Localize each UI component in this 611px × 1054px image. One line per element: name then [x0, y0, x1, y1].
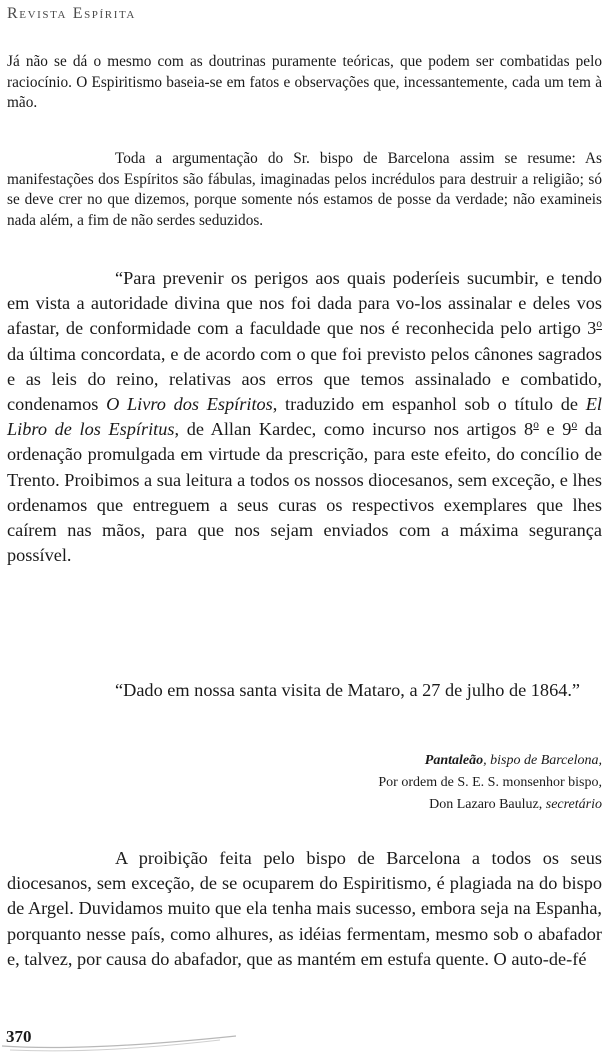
dated-line-text: “Dado em nossa santa visita de Mataro, a 27 de julho de 1864.”: [115, 680, 581, 700]
paragraph-closing-text: A proibição feita pelo bispo de Barcelona a todos os seus diocesanos, sem exceção, de se ocuparem do Espiritismo, é plagiada na do bispo de Argel. Duvidamos muito que ela tenha mais sucesso, embora seja na Espanha, porquanto nesse país, como alhures, as idéias fermentam, mesmo sob o abafador e, talvez, por causa do abafador, que as mantém em estufa quente. O auto-de-fé: [7, 848, 602, 969]
paragraph-closing: [7, 846, 602, 972]
ordinal-mark: o: [596, 318, 602, 331]
quote-part-6: da ordenação promulgada em virtude da prescrição, para este efeito, do concílio de Trento. Proibimos a sua leitura a todos os nossos diocesanos, sem exceção, e lhes ordenamos que entreguem a seus curas os respectivos exemplares que lhes caírem nas mãos, para que nos sejam enviados com a máxima segurança possível.: [7, 419, 603, 566]
secretary-name: Don Lazaro Bauluz,: [429, 797, 546, 812]
quote-part-1: “Para prevenir os perigos aos quais poderíeis sucumbir, e tendo em vista a autoridade divina que nos foi dada para vo-los assinalar e deles vos afastar, de conformidade com a faculdade que nos é reconhecida pelo artigo 3: [7, 268, 602, 339]
secretary-role: secretário: [545, 797, 602, 812]
quote-part-5: e 9: [538, 419, 572, 440]
signature-line-1: [378, 750, 602, 772]
running-title: Revista Espírita: [7, 5, 136, 22]
dated-line: [7, 678, 602, 703]
decree-quote-text: [7, 266, 602, 568]
paragraph-intro: [7, 52, 602, 114]
paragraph-summary: [7, 149, 602, 231]
paragraph-summary-text: Toda a argumentação do Sr. bispo de Barcelona assim se resume: As manifestações dos Espíritos são fábulas, imaginadas pelos incrédulos para destruir a religião; só se deve crer no que dizemos, porque somente nós estamos de posse da verdade; não examineis nada além, a fim de não serdes seduzidos.: [7, 150, 602, 229]
book-title-portuguese: O Livro dos Espíritos: [106, 394, 273, 415]
paragraph-intro-text: Já não se dá o mesmo com as doutrinas puramente teóricas, que podem ser combatidas pelo raciocínio. O Espiritismo baseia-se em fatos e observações que, incessantemente, cada um tem à mão.: [7, 53, 602, 111]
signature-line-3: [378, 794, 602, 816]
ordinal-mark: o: [533, 419, 539, 432]
quote-part-3: , traduzido em espanhol sob o título de: [272, 394, 586, 415]
signer-name: Pantaleão: [424, 753, 484, 768]
quote-part-4: , de Allan Kardec, como incurso nos artigos 8: [174, 419, 534, 440]
book-title-spanish: El Libro de los Espíritus: [7, 394, 602, 440]
page-number: 370: [6, 1027, 32, 1046]
signature-line-2: Por ordem de S. E. S. monsenhor bispo,: [378, 775, 602, 790]
quote-part-2: da última concordata, e de acordo com o que foi previsto pelos cânones sagrados e as leis do reino, relativas aos erros que temos assinalado e combatido, condenamos: [7, 343, 602, 415]
signature-block: [378, 750, 602, 816]
page-number-swoosh-ornament: [0, 1020, 240, 1054]
ordinal-mark: o: [571, 419, 578, 432]
signer-title: , bispo de Barcelona,: [483, 753, 602, 768]
decree-quote: [7, 266, 602, 568]
